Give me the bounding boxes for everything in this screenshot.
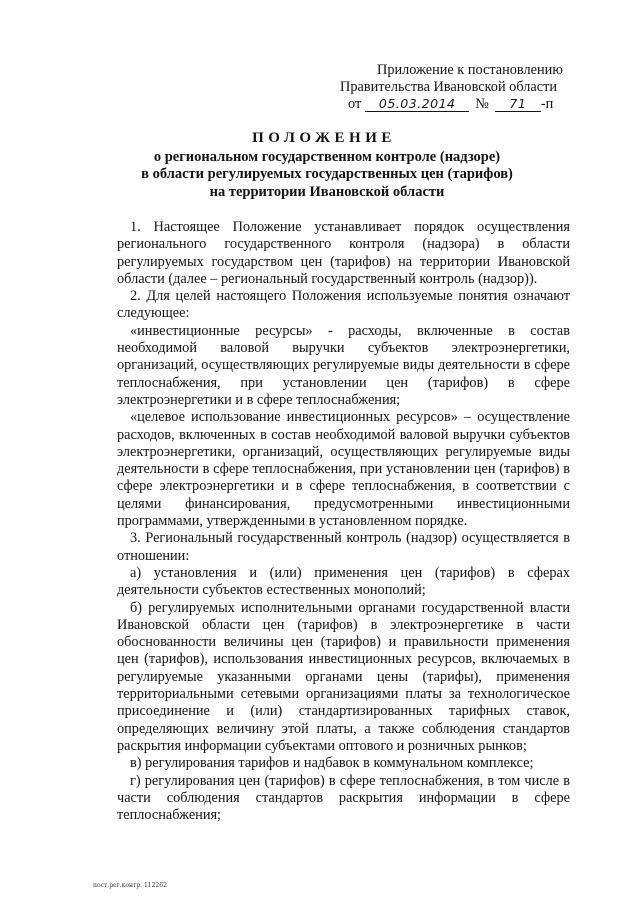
item-g: г) регулирования цен (тарифов) в сфере теплоснабжения, в том числе в части соблюдения стандартов раскрытия информации в сфере теплоснабжения; [117, 772, 570, 824]
title-subtitle-3: на территории Ивановской области [209, 183, 445, 200]
number-suffix: -п [540, 96, 554, 112]
item-a: а) установления и (или) применения цен (тарифов) в сферах деятельности субъектов естественных монополий; [117, 564, 570, 599]
document-title [0, 130, 640, 201]
date-field: 05.03.2014 [365, 97, 469, 112]
definition-targeted-use: «целевое использование инвестиционных ресурсов» – осуществление расходов, включенных в состав необходимой валовой выручки субъектов электроэнергетики, организаций, осуществляющих регулируемые виды деятельности в сфере теплоснабжения, при установлении цен (тарифов) в сфере электроэнергетики и в сфере теплоснабжения, в соответствии с целями финансирования, предусмотренными инвестиционными программами, утвержденными в установленном порядке. [117, 409, 570, 530]
approval-header [340, 62, 580, 113]
number-label: № [475, 96, 489, 112]
footer-code: пост.рег.контр. 112262 [93, 882, 167, 889]
title-subtitle-2: в области регулируемых государственных цен (тарифов) [141, 166, 513, 182]
item-v: в) регулирования тарифов и надбавок в коммунальном комплексе; [130, 755, 534, 772]
paragraph-1: 1. Настоящее Положение устанавливает порядок осуществления регионального государственного контроля (надзора) в области регулируемых государством цен (тарифов) на территории Ивановской области (далее – региональный государственный контроль (надзор)). [117, 219, 570, 287]
header-line-date-number [340, 96, 580, 113]
item-b: б) регулируемых исполнительными органами государственной власти Ивановской области цен (тарифов) в электроэнергетике в части обоснованности величины цен (тарифов) и правильности применения цен (тарифов), использования инвестиционных ресурсов, включаемых в регулируемые указанными органами цены (тарифы), применения территориальными сетевыми организациями платы за технологическое присоединение и (или) стандартизированных тарифных ставок, определяющих величину этой платы, а также соблюдения стандартов раскрытия информации субъектами оптового и розничных рынков; [117, 599, 570, 754]
title-subtitle-1: о региональном государственном контроле (надзоре) [153, 148, 501, 165]
header-line-appendix: Приложение к постановлению [377, 62, 563, 78]
paragraph-2: 2. Для целей настоящего Положения используемые понятия означают следующее: [117, 288, 570, 322]
title-main: ПОЛОЖЕНИЕ [252, 130, 396, 146]
number-field: 71 [495, 97, 541, 112]
definition-investment-resources: «инвестиционные ресурсы» - расходы, включенные в состав необходимой валовой выручки субъектов электроэнергетики, организаций, осуществляющих регулируемые виды деятельности в сфере теплоснабжения, при установлении цен (тарифов) в сфере электроэнергетики и в сфере теплоснабжения; [117, 322, 570, 408]
header-line-government: Правительства Ивановской области [340, 79, 557, 95]
document-body [117, 219, 570, 824]
date-prefix: от [348, 96, 362, 112]
paragraph-3: 3. Региональный государственный контроль (надзор) осуществляется в отношении: [117, 530, 570, 564]
